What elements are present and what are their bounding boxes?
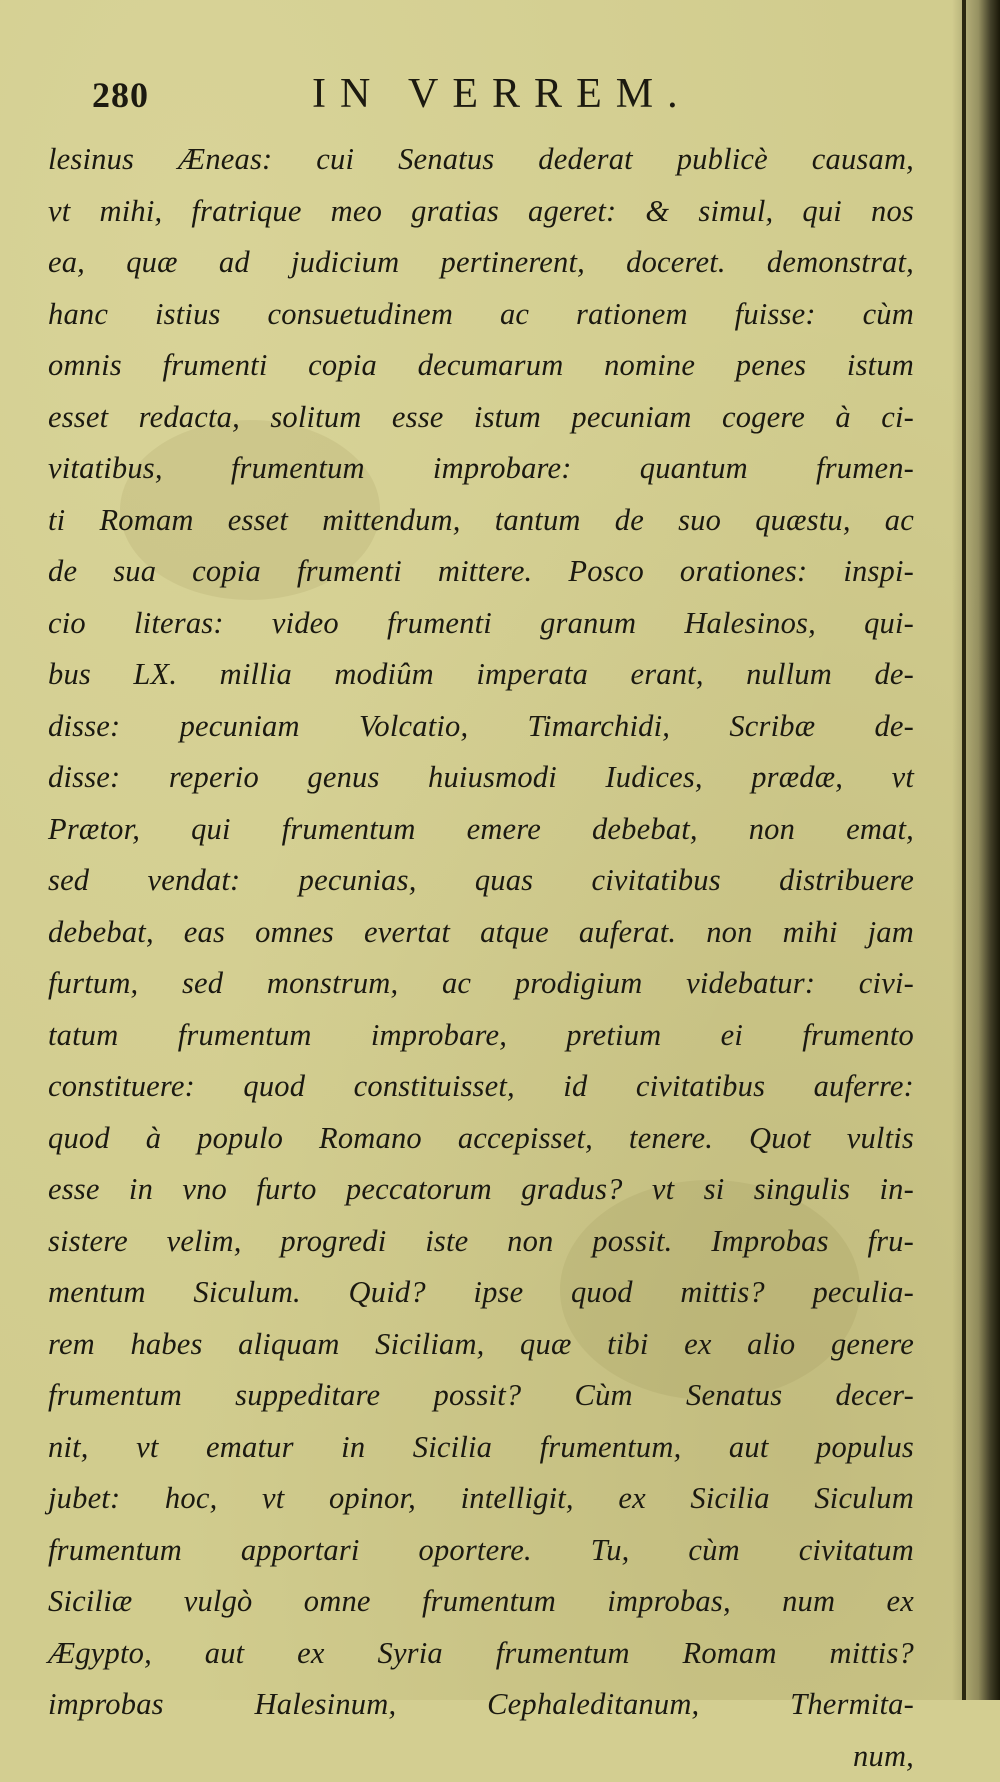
text-line: hanc istius consuetudinem ac rationem fuisse: cùm	[48, 289, 914, 341]
text-line: Ægypto, aut ex Syria frumentum Romam mittis?	[48, 1628, 914, 1680]
running-head	[92, 74, 792, 124]
text-line: cio literas: video frumenti granum Halesinos, qui-	[48, 598, 914, 650]
text-line: sed vendat: pecunias, quas civitatibus distribuere	[48, 855, 914, 907]
text-line: esse in vno furto peccatorum gradus? vt si singulis in-	[48, 1164, 914, 1216]
text-line: furtum, sed monstrum, ac prodigium videbatur: civi-	[48, 958, 914, 1010]
page-edge	[962, 0, 966, 1700]
text-line: frumentum suppeditare possit? Cùm Senatus decer-	[48, 1370, 914, 1422]
text-line: Siciliæ vulgò omne frumentum improbas, num ex	[48, 1576, 914, 1628]
text-line: Prætor, qui frumentum emere debebat, non emat,	[48, 804, 914, 856]
text-line: mentum Siculum. Quid? ipse quod mittis? peculia-	[48, 1267, 914, 1319]
text-line: quod à populo Romano accepisset, tenere. Quot vultis	[48, 1113, 914, 1165]
text-line: nit, vt ematur in Sicilia frumentum, aut populus	[48, 1422, 914, 1474]
text-line: sistere velim, progredi iste non possit. Improbas fru-	[48, 1216, 914, 1268]
text-line: rem habes aliquam Siciliam, quæ tibi ex alio genere	[48, 1319, 914, 1371]
text-line: constituere: quod constituisset, id civitatibus auferre:	[48, 1061, 914, 1113]
page-header-title: IN VERREM.	[312, 70, 692, 118]
text-line: tatum frumentum improbare, pretium ei frumento	[48, 1010, 914, 1062]
text-line: debebat, eas omnes evertat atque auferat. non mihi jam	[48, 907, 914, 959]
text-line: frumentum apportari oportere. Tu, cùm civitatum	[48, 1525, 914, 1577]
catchword: num,	[48, 1731, 914, 1782]
text-line: bus LX. millia modiûm imperata erant, nullum de-	[48, 649, 914, 701]
text-line: vt mihi, fratrique meo gratias ageret: & simul, qui nos	[48, 186, 914, 238]
page-number: 280	[92, 74, 149, 116]
text-line: disse: reperio genus huiusmodi Iudices, prædæ, vt	[48, 752, 914, 804]
text-line: ti Romam esset mittendum, tantum de suo quæstu, ac	[48, 495, 914, 547]
text-line: improbas Halesinum, Cephaleditanum, Thermita-	[48, 1679, 914, 1731]
text-line: jubet: hoc, vt opinor, intelligit, ex Sicilia Siculum	[48, 1473, 914, 1525]
text-line: disse: pecuniam Volcatio, Timarchidi, Scribæ de-	[48, 701, 914, 753]
text-line: vitatibus, frumentum improbare: quantum frumen-	[48, 443, 914, 495]
text-line: esset redacta, solitum esse istum pecuniam cogere à ci-	[48, 392, 914, 444]
text-line: omnis frumenti copia decumarum nomine penes istum	[48, 340, 914, 392]
page-edge-shadow	[952, 0, 1000, 1700]
text-line: de sua copia frumenti mittere. Posco orationes: inspi-	[48, 546, 914, 598]
text-line: lesinus Æneas: cui Senatus dederat publicè causam,	[48, 134, 914, 186]
body-text	[48, 134, 914, 1782]
text-line: ea, quæ ad judicium pertinerent, doceret. demonstrat,	[48, 237, 914, 289]
